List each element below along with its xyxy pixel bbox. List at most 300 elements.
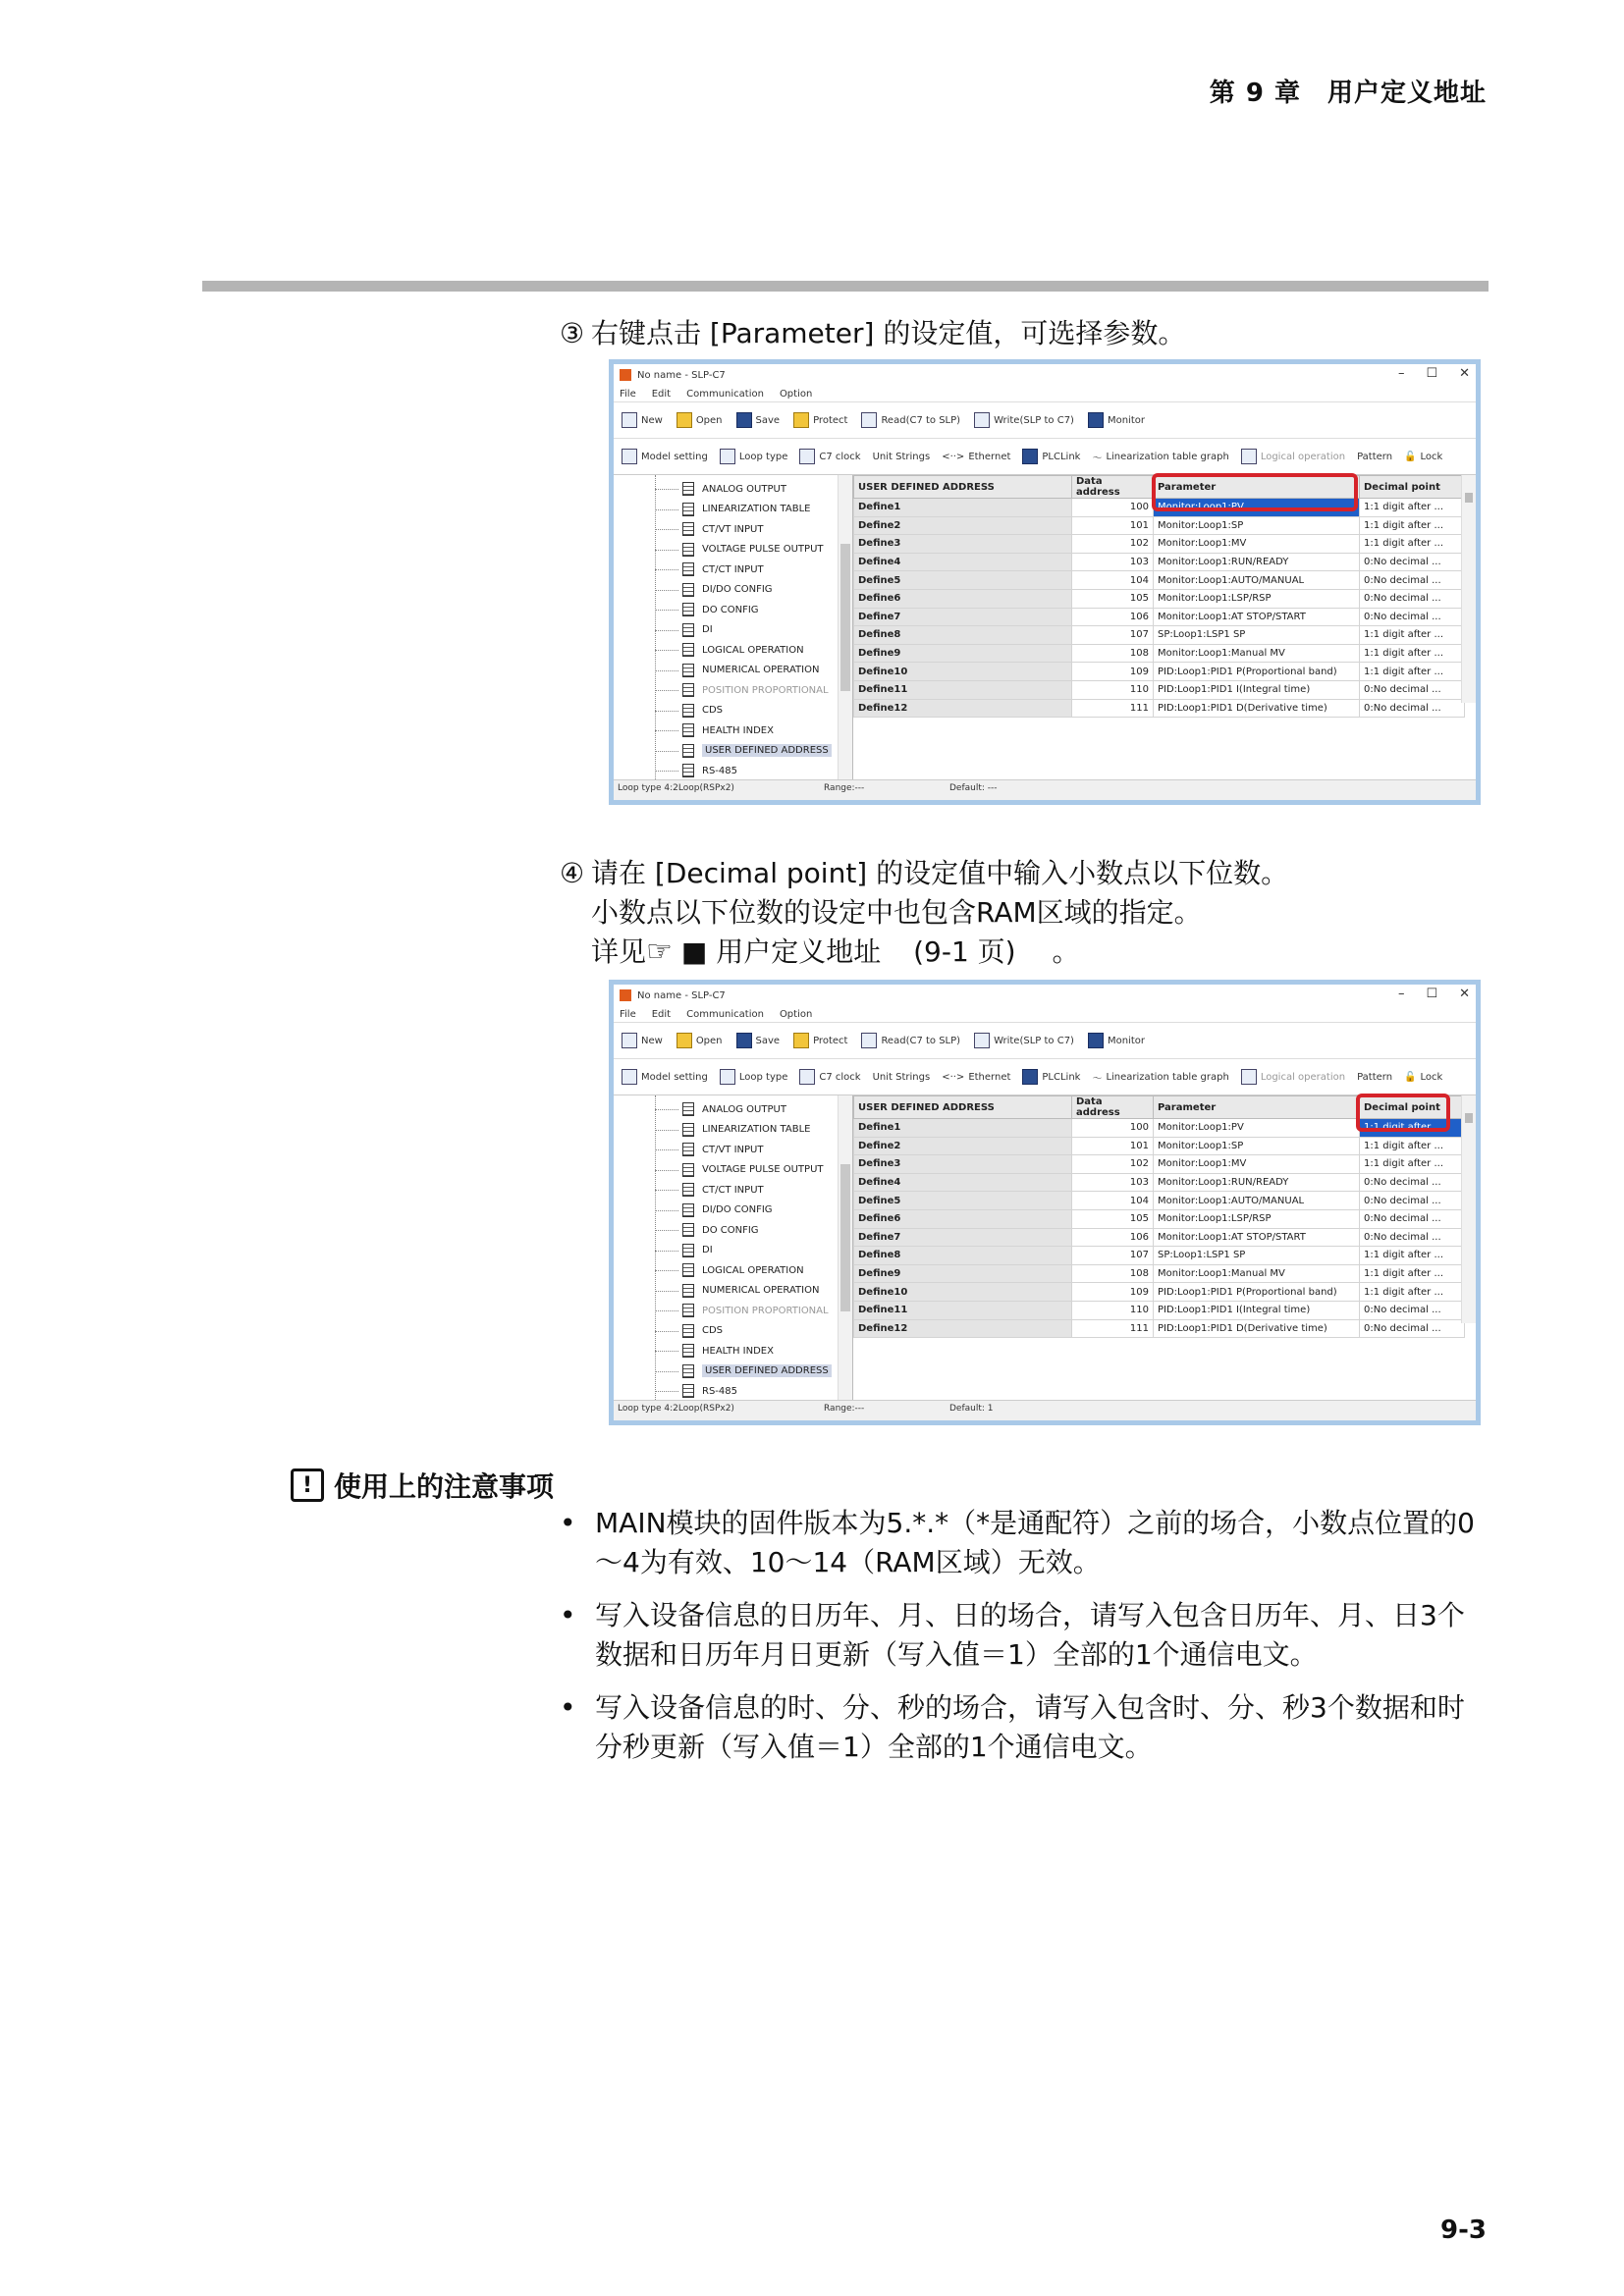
tree-item[interactable]: POSITION PROPORTIONAL xyxy=(614,1301,852,1321)
tree-item[interactable]: DI/DO CONFIG xyxy=(614,1201,852,1221)
menu-communication[interactable]: Communication xyxy=(686,388,764,400)
unit-strings-button[interactable]: Unit Strings xyxy=(872,451,931,462)
column-header: Data address xyxy=(1072,1096,1154,1119)
status-bar xyxy=(614,1400,1476,1416)
document-icon xyxy=(682,1123,694,1137)
step3-number: ③ xyxy=(560,317,585,349)
status-default: Default: --- xyxy=(949,783,998,793)
decimal-point-cell[interactable]: 0:No decimal ... xyxy=(1360,571,1465,590)
parameter-cell[interactable]: PID:Loop1:PID1 D(Derivative time) xyxy=(1154,1319,1360,1338)
parameter-cell[interactable]: Monitor:Loop1:RUN/READY xyxy=(1154,553,1360,571)
tree-item[interactable]: NUMERICAL OPERATION xyxy=(614,661,852,681)
row-name-cell: Define5 xyxy=(854,571,1072,590)
table-row[interactable] xyxy=(854,571,1465,590)
pattern-button[interactable]: Pattern xyxy=(1357,1071,1393,1083)
tree-item[interactable]: LOGICAL OPERATION xyxy=(614,640,852,661)
table-row[interactable] xyxy=(854,1192,1465,1210)
parameter-cell[interactable]: Monitor:Loop1:RUN/READY xyxy=(1154,1173,1360,1192)
table-row[interactable] xyxy=(854,608,1465,626)
decimal-point-cell[interactable]: 1:1 digit after ... xyxy=(1360,499,1465,517)
decimal-point-cell[interactable]: 1:1 digit after ... xyxy=(1360,626,1465,645)
document-icon xyxy=(682,1384,694,1398)
tree-item[interactable]: RS-485 xyxy=(614,1381,852,1402)
table-row[interactable] xyxy=(854,626,1465,645)
logic-icon xyxy=(1241,1069,1257,1085)
clock-button[interactable]: C7 clock xyxy=(799,449,860,464)
document-icon xyxy=(682,1183,694,1197)
parameter-cell[interactable]: Monitor:Loop1:MV xyxy=(1154,535,1360,554)
data-address-cell: 106 xyxy=(1072,608,1154,626)
parameter-cell[interactable]: Monitor:Loop1:PV xyxy=(1154,1119,1360,1138)
tree-item[interactable]: CDS xyxy=(614,701,852,721)
decimal-point-cell[interactable]: 1:1 digit after ... xyxy=(1360,516,1465,535)
parameter-cell[interactable]: PID:Loop1:PID1 P(Proportional band) xyxy=(1154,663,1360,681)
decimal-point-cell[interactable]: 0:No decimal ... xyxy=(1360,1209,1465,1228)
table-row[interactable] xyxy=(854,535,1465,554)
write-button[interactable]: Write(SLP to C7) xyxy=(974,412,1074,428)
read-button[interactable]: Read(C7 to SLP) xyxy=(861,1033,960,1048)
decimal-point-cell[interactable]: 0:No decimal ... xyxy=(1360,1301,1465,1319)
row-name-cell: Define6 xyxy=(854,589,1072,608)
loop-type-button[interactable]: Loop type xyxy=(720,449,788,464)
menu-option[interactable]: Option xyxy=(779,388,813,400)
document-icon xyxy=(682,503,694,516)
document-icon xyxy=(682,482,694,496)
row-name-cell: Define1 xyxy=(854,1119,1072,1138)
data-address-cell: 110 xyxy=(1072,1301,1154,1319)
parameter-cell[interactable]: Monitor:Loop1:LSP/RSP xyxy=(1154,1209,1360,1228)
tree-item[interactable]: DI/DO CONFIG xyxy=(614,580,852,601)
new-file-icon xyxy=(622,412,637,428)
address-grid xyxy=(853,1095,1476,1400)
row-name-cell: Define5 xyxy=(854,1192,1072,1210)
status-bar xyxy=(614,779,1476,796)
note-item: • MAIN模块的固件版本为5.*.*（*是通配符）之前的场合，小数点位置的0 ～4为有效、10～14（RAM区域）无效。 xyxy=(560,1504,1483,1582)
tree-item[interactable]: RS-485 xyxy=(614,761,852,781)
table-row[interactable] xyxy=(854,553,1465,571)
document-icon xyxy=(682,1304,694,1317)
data-address-cell: 110 xyxy=(1072,680,1154,699)
tree-scrollbar[interactable] xyxy=(838,1095,852,1400)
linearization-graph-button[interactable]: 〜 Linearization table graph xyxy=(1092,1071,1229,1085)
parameter-tree xyxy=(614,1095,853,1400)
tree-item[interactable]: POSITION PROPORTIONAL xyxy=(614,680,852,701)
highlight-parameter-box xyxy=(1152,473,1358,511)
column-header: Parameter xyxy=(1154,476,1360,499)
read-button[interactable]: Read(C7 to SLP) xyxy=(861,412,960,428)
decimal-point-cell[interactable]: 0:No decimal ... xyxy=(1360,553,1465,571)
step3 xyxy=(560,314,1185,353)
secondary-toolbar xyxy=(614,438,1476,475)
decimal-point-cell[interactable]: 1:1 digit after ... xyxy=(1360,1283,1465,1302)
data-address-cell: 104 xyxy=(1072,1192,1154,1210)
data-address-cell: 109 xyxy=(1072,1283,1154,1302)
row-name-cell: Define8 xyxy=(854,1247,1072,1265)
window-title: No name - SLP-C7 xyxy=(637,989,726,1001)
open-button[interactable]: Open xyxy=(677,1033,723,1048)
open-button[interactable]: Open xyxy=(677,412,723,428)
data-address-cell: 100 xyxy=(1072,1119,1154,1138)
ethernet-button[interactable]: <··> Ethernet xyxy=(942,1071,1011,1083)
document-icon xyxy=(682,704,694,718)
tree-item[interactable]: LOGICAL OPERATION xyxy=(614,1260,852,1281)
write-icon xyxy=(974,1033,990,1048)
tree-item[interactable]: ANALOG OUTPUT xyxy=(614,479,852,500)
decimal-point-cell[interactable]: 0:No decimal ... xyxy=(1360,680,1465,699)
row-name-cell: Define3 xyxy=(854,1155,1072,1174)
header-rule xyxy=(202,281,1489,292)
write-button[interactable]: Write(SLP to C7) xyxy=(974,1033,1074,1048)
lock-button[interactable]: 🔓 Lock xyxy=(1404,1071,1443,1083)
status-range: Range:--- xyxy=(824,783,865,793)
page-number: 9-3 xyxy=(1440,2216,1487,2245)
parameter-cell[interactable]: Monitor:Loop1:PV xyxy=(1154,499,1360,517)
table-row[interactable] xyxy=(854,1173,1465,1192)
tree-item[interactable]: LINEARIZATION TABLE xyxy=(614,1120,852,1141)
tree-item[interactable]: LINEARIZATION TABLE xyxy=(614,500,852,520)
data-address-cell: 102 xyxy=(1072,535,1154,554)
row-name-cell: Define2 xyxy=(854,1137,1072,1155)
note-item: • 写入设备信息的时、分、秒的场合，请写入包含时、分、秒3个数据和时 分秒更新（写入值＝1）全部的1个通信电文。 xyxy=(560,1688,1483,1767)
column-header: USER DEFINED ADDRESS xyxy=(854,476,1072,499)
loop-type-button[interactable]: Loop type xyxy=(720,1069,788,1085)
reference-link[interactable]: 用户定义地址 xyxy=(716,935,882,968)
document-icon xyxy=(682,562,694,576)
write-icon xyxy=(974,412,990,428)
tree-item[interactable]: CT/VT INPUT xyxy=(614,519,852,540)
table-row[interactable] xyxy=(854,1283,1465,1302)
table-row[interactable] xyxy=(854,1319,1465,1338)
tree-item[interactable]: VOLTAGE PULSE OUTPUT xyxy=(614,1160,852,1181)
tree-item[interactable]: CT/CT INPUT xyxy=(614,1180,852,1201)
new-button[interactable]: New xyxy=(622,412,663,428)
secondary-toolbar xyxy=(614,1058,1476,1095)
tree-item-selected[interactable]: USER DEFINED ADDRESS xyxy=(614,1362,852,1382)
menu-bar xyxy=(614,386,1476,401)
document-icon xyxy=(682,744,694,758)
decimal-point-cell[interactable]: 0:No decimal ... xyxy=(1360,608,1465,626)
row-name-cell: Define6 xyxy=(854,1209,1072,1228)
row-name-cell: Define11 xyxy=(854,1301,1072,1319)
bullet-icon: • xyxy=(560,1599,576,1631)
data-address-cell: 105 xyxy=(1072,589,1154,608)
row-name-cell: Define4 xyxy=(854,553,1072,571)
tree-item[interactable]: ANALOG OUTPUT xyxy=(614,1099,852,1120)
status-default: Default: 1 xyxy=(949,1404,994,1414)
save-icon xyxy=(736,412,752,428)
grid-scrollbar[interactable] xyxy=(1461,1095,1476,1323)
data-address-cell: 111 xyxy=(1072,699,1154,718)
tree-item[interactable]: HEALTH INDEX xyxy=(614,721,852,741)
row-name-cell: Define12 xyxy=(854,699,1072,718)
decimal-point-cell[interactable]: 0:No decimal ... xyxy=(1360,699,1465,718)
logic-icon xyxy=(1241,449,1257,464)
document-icon xyxy=(682,1163,694,1177)
document-icon xyxy=(682,683,694,697)
parameter-cell[interactable]: Monitor:Loop1:Manual MV xyxy=(1154,1264,1360,1283)
lock-button[interactable]: 🔓 Lock xyxy=(1404,451,1443,462)
parameter-cell[interactable]: Monitor:Loop1:LSP/RSP xyxy=(1154,589,1360,608)
plclink-icon xyxy=(1022,1069,1038,1085)
data-address-cell: 108 xyxy=(1072,1264,1154,1283)
save-icon xyxy=(736,1033,752,1048)
clock-button[interactable]: C7 clock xyxy=(799,1069,860,1085)
table-row[interactable] xyxy=(854,589,1465,608)
protect-icon xyxy=(793,412,809,428)
ethernet-button[interactable]: <··> Ethernet xyxy=(942,451,1011,462)
clock-icon xyxy=(799,449,815,464)
plclink-icon xyxy=(1022,449,1038,464)
model-setting-button[interactable]: Model setting xyxy=(622,449,708,464)
exclamation-icon: ! xyxy=(291,1468,324,1502)
status-loop-type: Loop type 4:2Loop(RSPx2) xyxy=(618,1404,734,1414)
maximize-icon[interactable]: ☐ xyxy=(1426,366,1438,381)
parameter-cell[interactable]: PID:Loop1:PID1 I(Integral time) xyxy=(1154,680,1360,699)
save-button[interactable]: Save xyxy=(736,412,781,428)
plclink-button[interactable]: PLCLink xyxy=(1022,449,1080,464)
pattern-button[interactable]: Pattern xyxy=(1357,451,1393,462)
maximize-icon[interactable]: ☐ xyxy=(1426,987,1438,1001)
decimal-point-cell[interactable]: 1:1 digit after ... xyxy=(1360,1247,1465,1265)
loop-icon xyxy=(720,1069,735,1085)
parameter-cell[interactable]: Monitor:Loop1:Manual MV xyxy=(1154,644,1360,663)
data-address-cell: 105 xyxy=(1072,1209,1154,1228)
column-header: Decimal point xyxy=(1360,476,1465,499)
parameter-cell[interactable]: Monitor:Loop1:AT STOP/START xyxy=(1154,1228,1360,1247)
table-row[interactable] xyxy=(854,1247,1465,1265)
step4-line1: 请在 [Decimal point] 的设定值中输入小数点以下位数。 xyxy=(591,857,1289,889)
parameter-tree xyxy=(614,475,853,779)
parameter-cell[interactable]: PID:Loop1:PID1 P(Proportional band) xyxy=(1154,1283,1360,1302)
parameter-cell[interactable]: SP:Loop1:LSP1 SP xyxy=(1154,626,1360,645)
unit-strings-button[interactable]: Unit Strings xyxy=(872,1071,931,1083)
clock-icon xyxy=(799,1069,815,1085)
table-row[interactable] xyxy=(854,644,1465,663)
table-row[interactable] xyxy=(854,663,1465,681)
table-row[interactable] xyxy=(854,1301,1465,1319)
parameter-cell[interactable]: PID:Loop1:PID1 I(Integral time) xyxy=(1154,1301,1360,1319)
linearization-graph-button[interactable]: 〜 Linearization table graph xyxy=(1092,451,1229,464)
tree-item[interactable]: VOLTAGE PULSE OUTPUT xyxy=(614,540,852,561)
logical-operation-button[interactable]: Logical operation xyxy=(1241,1069,1345,1085)
decimal-point-cell[interactable]: 1:1 digit after ... xyxy=(1360,663,1465,681)
minimize-icon[interactable]: – xyxy=(1397,987,1405,1001)
protect-button[interactable]: Protect xyxy=(793,412,847,428)
decimal-point-cell[interactable]: 1:1 digit after ... xyxy=(1360,1264,1465,1283)
menu-file[interactable]: File xyxy=(620,388,636,400)
step4 xyxy=(560,854,1483,972)
decimal-point-cell[interactable]: 1:1 digit after ... xyxy=(1360,535,1465,554)
column-header: Decimal point xyxy=(1360,1096,1465,1119)
ethernet-icon: <··> xyxy=(942,1071,965,1083)
parameter-cell[interactable]: SP:Loop1:LSP1 SP xyxy=(1154,1247,1360,1265)
table-row[interactable] xyxy=(854,1155,1465,1174)
table-row[interactable] xyxy=(854,516,1465,535)
protect-icon xyxy=(793,1033,809,1048)
grid-scrollbar[interactable] xyxy=(1461,475,1476,703)
tree-item[interactable]: DI xyxy=(614,1241,852,1261)
data-address-cell: 109 xyxy=(1072,663,1154,681)
monitor-icon xyxy=(1088,1033,1104,1048)
caution-heading xyxy=(291,1466,554,1505)
table-row[interactable] xyxy=(854,1264,1465,1283)
document-icon xyxy=(682,1344,694,1358)
app-icon xyxy=(620,989,631,1001)
document-icon xyxy=(682,1223,694,1237)
window-titlebar xyxy=(614,364,1476,386)
main-toolbar xyxy=(614,1022,1476,1058)
data-address-cell: 104 xyxy=(1072,571,1154,590)
data-address-cell: 107 xyxy=(1072,1247,1154,1265)
row-name-cell: Define4 xyxy=(854,1173,1072,1192)
close-icon[interactable]: ✕ xyxy=(1459,366,1470,381)
document-icon xyxy=(682,1143,694,1156)
table-row[interactable] xyxy=(854,699,1465,718)
tree-item-selected[interactable]: USER DEFINED ADDRESS xyxy=(614,741,852,762)
new-file-icon xyxy=(622,1033,637,1048)
data-address-cell: 102 xyxy=(1072,1155,1154,1174)
row-name-cell: Define2 xyxy=(854,516,1072,535)
row-name-cell: Define9 xyxy=(854,644,1072,663)
content-area xyxy=(614,475,1476,779)
column-header: Data address xyxy=(1072,476,1154,499)
tree-item[interactable]: DO CONFIG xyxy=(614,1220,852,1241)
tree-item[interactable]: CT/VT INPUT xyxy=(614,1140,852,1160)
address-grid xyxy=(853,475,1476,779)
tree-item[interactable]: HEALTH INDEX xyxy=(614,1341,852,1362)
row-name-cell: Define8 xyxy=(854,626,1072,645)
document-icon xyxy=(682,623,694,637)
parameter-cell[interactable]: Monitor:Loop1:AT STOP/START xyxy=(1154,608,1360,626)
document-icon xyxy=(682,1203,694,1217)
step3-text: 右键点击 [Parameter] 的设定值，可选择参数。 xyxy=(591,317,1186,349)
column-header: Parameter xyxy=(1154,1096,1360,1119)
step4-number: ④ xyxy=(560,857,585,889)
screenshot-parameter xyxy=(609,359,1481,805)
status-loop-type: Loop type 4:2Loop(RSPx2) xyxy=(618,783,734,793)
document-icon xyxy=(682,603,694,616)
tree-scrollbar[interactable] xyxy=(838,475,852,779)
row-name-cell: Define7 xyxy=(854,1228,1072,1247)
table-row[interactable] xyxy=(854,1137,1465,1155)
save-button[interactable]: Save xyxy=(736,1033,781,1048)
read-icon xyxy=(861,1033,877,1048)
document-icon xyxy=(682,522,694,536)
decimal-point-cell[interactable]: 1:1 digit after ... xyxy=(1360,644,1465,663)
row-name-cell: Define12 xyxy=(854,1319,1072,1338)
document-icon xyxy=(682,583,694,597)
row-name-cell: Define1 xyxy=(854,499,1072,517)
parameter-cell[interactable]: Monitor:Loop1:SP xyxy=(1154,1137,1360,1155)
menu-edit[interactable]: Edit xyxy=(651,388,672,400)
decimal-point-cell[interactable]: 0:No decimal ... xyxy=(1360,1319,1465,1338)
tree-item[interactable]: CDS xyxy=(614,1321,852,1342)
minimize-icon[interactable]: – xyxy=(1397,366,1405,381)
parameter-cell[interactable]: Monitor:Loop1:SP xyxy=(1154,516,1360,535)
bullet-icon: • xyxy=(560,1691,576,1724)
chapter-title: 第 9 章 用户定义地址 xyxy=(1209,79,1487,108)
tree-item[interactable]: DO CONFIG xyxy=(614,600,852,620)
highlight-decimal-box xyxy=(1356,1094,1450,1132)
parameter-cell[interactable]: Monitor:Loop1:MV xyxy=(1154,1155,1360,1174)
decimal-point-cell[interactable]: 0:No decimal ... xyxy=(1360,589,1465,608)
tree-item[interactable]: DI xyxy=(614,620,852,641)
menu-bar xyxy=(614,1006,1476,1022)
screenshot-decimal-point xyxy=(609,980,1481,1425)
decimal-point-cell[interactable]: 1:1 digit after xyxy=(1360,1119,1465,1138)
window-titlebar xyxy=(614,985,1476,1006)
data-address-cell: 100 xyxy=(1072,499,1154,517)
decimal-point-cell[interactable]: 0:No decimal ... xyxy=(1360,1228,1465,1247)
folder-icon xyxy=(677,1033,692,1048)
close-icon[interactable]: ✕ xyxy=(1459,987,1470,1001)
monitor-button[interactable]: Monitor xyxy=(1088,1033,1145,1048)
lock-icon: 🔓 xyxy=(1404,1071,1417,1083)
document-icon xyxy=(682,1284,694,1298)
folder-icon xyxy=(677,412,692,428)
document-icon xyxy=(682,664,694,677)
lock-icon: 🔓 xyxy=(1404,451,1417,462)
menu-option[interactable]: Option xyxy=(779,1008,813,1020)
graph-icon: 〜 xyxy=(1092,1073,1103,1085)
tree-item[interactable]: NUMERICAL OPERATION xyxy=(614,1281,852,1302)
data-address-cell: 108 xyxy=(1072,644,1154,663)
protect-button[interactable]: Protect xyxy=(793,1033,847,1048)
address-table xyxy=(853,475,1465,718)
status-range: Range:--- xyxy=(824,1404,865,1414)
model-icon xyxy=(622,1069,637,1085)
data-address-cell: 101 xyxy=(1072,1137,1154,1155)
row-name-cell: Define7 xyxy=(854,608,1072,626)
address-table xyxy=(853,1095,1465,1338)
parameter-cell[interactable]: Monitor:Loop1:AUTO/MANUAL xyxy=(1154,571,1360,590)
model-setting-button[interactable]: Model setting xyxy=(622,1069,708,1085)
loop-icon xyxy=(720,449,735,464)
table-row[interactable] xyxy=(854,680,1465,699)
row-name-cell: Define10 xyxy=(854,1283,1072,1302)
data-address-cell: 106 xyxy=(1072,1228,1154,1247)
decimal-point-cell[interactable]: 0:No decimal ... xyxy=(1360,1192,1465,1210)
document-icon xyxy=(682,1364,694,1378)
parameter-cell[interactable]: PID:Loop1:PID1 D(Derivative time) xyxy=(1154,699,1360,718)
plclink-button[interactable]: PLCLink xyxy=(1022,1069,1080,1085)
main-toolbar xyxy=(614,401,1476,438)
column-header: USER DEFINED ADDRESS xyxy=(854,1096,1072,1119)
document-icon xyxy=(682,1324,694,1338)
menu-file[interactable]: File xyxy=(620,1008,636,1020)
data-address-cell: 103 xyxy=(1072,1173,1154,1192)
decimal-point-cell[interactable]: 1:1 digit after ... xyxy=(1360,1155,1465,1174)
table-row[interactable] xyxy=(854,1228,1465,1247)
logical-operation-button[interactable]: Logical operation xyxy=(1241,449,1345,464)
model-icon xyxy=(622,449,637,464)
tree-item[interactable]: CT/CT INPUT xyxy=(614,560,852,580)
row-name-cell: Define3 xyxy=(854,535,1072,554)
document-icon xyxy=(682,1102,694,1116)
note-item: • 写入设备信息的日历年、月、日的场合，请写入包含日历年、月、日3个 数据和日历年月日更新（写入值＝1）全部的1个通信电文。 xyxy=(560,1596,1483,1675)
document-icon xyxy=(682,764,694,777)
monitor-button[interactable]: Monitor xyxy=(1088,412,1145,428)
row-name-cell: Define9 xyxy=(854,1264,1072,1283)
menu-communication[interactable]: Communication xyxy=(686,1008,764,1020)
table-row[interactable] xyxy=(854,1209,1465,1228)
data-address-cell: 101 xyxy=(1072,516,1154,535)
decimal-point-cell[interactable]: 1:1 digit after ... xyxy=(1360,1137,1465,1155)
menu-edit[interactable]: Edit xyxy=(651,1008,672,1020)
new-button[interactable]: New xyxy=(622,1033,663,1048)
parameter-cell[interactable]: Monitor:Loop1:AUTO/MANUAL xyxy=(1154,1192,1360,1210)
decimal-point-cell[interactable]: 0:No decimal ... xyxy=(1360,1173,1465,1192)
